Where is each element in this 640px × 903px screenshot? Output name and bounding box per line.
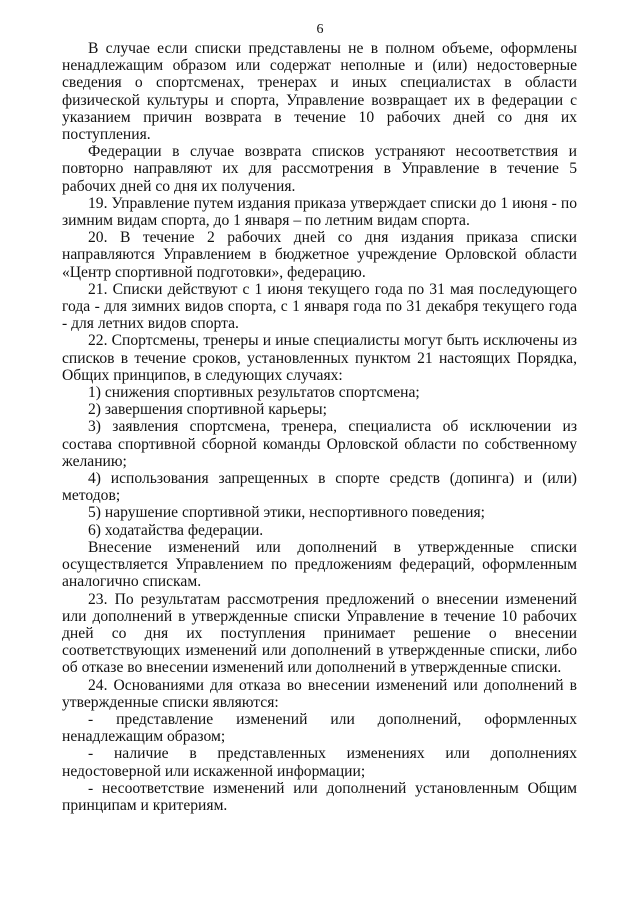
list-item-3: 3) заявления спортсмена, тренера, специалиста об исключении из состава спортивной сборной команды Орловской области по собственному желанию;: [62, 418, 577, 470]
list-item-5: 5) нарушение спортивной этики, неспортивного поведения;: [88, 504, 485, 522]
paragraph-amendments: Внесение изменений или дополнений в утвержденные списки осуществляется Управлением по предложениям федераций, оформленным аналогично спискам.: [62, 538, 577, 591]
paragraph-19: 19. Управление путем издания приказа утверждает списки до 1 июня - по зимним видам спорта, до 1 января – по летним видам спорта.: [62, 194, 577, 230]
list-item-4: 4) использования запрещенных в спорте средств (допинга) и (или) методов;: [62, 470, 577, 505]
refusal-ground-1: - представление изменений или дополнений, оформленных ненадлежащим образом;: [62, 710, 577, 746]
paragraph-return-of-lists: В случае если списки представлены не в полном объеме, оформлены ненадлежащим образом или содержат неполные и (или) недостоверные сведения о спортсменах, тренерах и иных специалистах в области физической культуры и спорта, Управление возвращает их в федерации с указанием причин возврата в течение 10 рабочих дней со дня их поступления.: [62, 40, 577, 144]
list-item-6: 6) ходатайства федерации.: [88, 521, 264, 539]
refusal-ground-3: - несоответствие изменений или дополнений установленным Общим принципам и критериям.: [62, 779, 577, 814]
page-number: 6: [316, 22, 324, 37]
paragraph-22: 22. Спортсмены, тренеры и иные специалисты могут быть исключены из списков в течение сроков, установленных пунктом 21 настоящих Порядка, Общих принципов, в следующих случаях:: [62, 332, 577, 384]
paragraph-24: 24. Основаниями для отказа во внесении изменений или дополнений в утвержденные списки являются:: [62, 676, 577, 711]
document-body: [62, 40, 577, 814]
paragraph-21: 21. Списки действуют с 1 июня текущего года по 31 мая последующего года - для зимних видов спорта, с 1 января года по 31 декабря текущего года - для летних видов спорта.: [62, 280, 577, 333]
paragraph-federations-correction: Федерации в случае возврата списков устраняют несоответствия и повторно направляют их для рассмотрения в Управление в течение 5 рабочих дней со дня их получения.: [62, 143, 577, 195]
paragraph-23: 23. По результатам рассмотрения предложений о внесении изменений или дополнений в утвержденные списки Управление в течение 10 рабочих дней со дня их поступления принимает решение о внесении соответствующих изменений или дополнений в утвержденные списки, либо об отказе во внесении изменений или дополнений в утвержденные списки.: [62, 590, 577, 677]
refusal-ground-2: - наличие в представленных изменениях или дополнениях недостоверной или искаженной информации;: [62, 745, 577, 780]
paragraph-20: 20. В течение 2 рабочих дней со дня издания приказа списки направляются Управлением в бюджетное учреждение Орловской области «Центр спортивной подготовки», федерацию.: [62, 229, 577, 281]
list-item-1: 1) снижения спортивных результатов спортсмена;: [88, 384, 420, 402]
list-item-2: 2) завершения спортивной карьеры;: [88, 401, 327, 419]
